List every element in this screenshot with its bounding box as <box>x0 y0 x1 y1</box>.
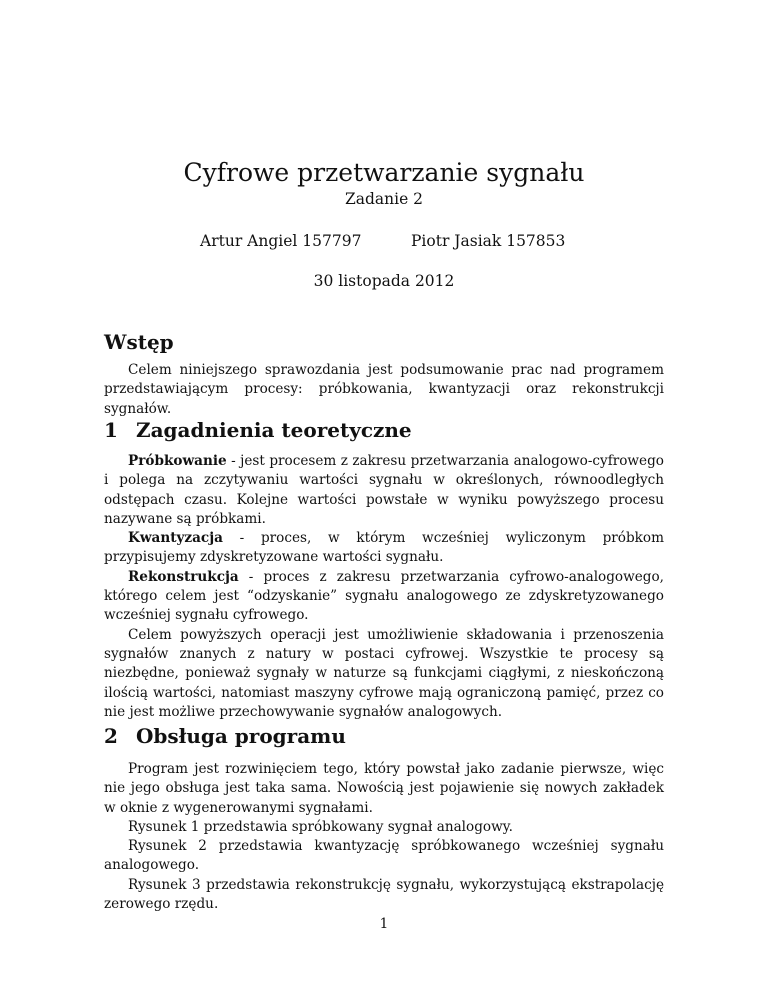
section-2-paragraph: Program jest rozwinięciem tego, który powstał jako zadanie pierwsze, więc nie jego obsługa jest taka sama. Nowością jest pojawienie się nowych zakładek w oknie z wygenerowanymi sygnałami. <box>104 761 664 816</box>
section-1-number: 1 <box>104 418 118 442</box>
section-2-heading <box>104 724 346 748</box>
author-2: Piotr Jasiak 157853 <box>411 232 566 250</box>
intro-paragraph <box>104 361 664 419</box>
section-1-title: Zagadnienia teoretyczne <box>136 418 412 442</box>
section-2-paragraph: Rysunek 3 przedstawia rekonstrukcję sygnału, wykorzystującą ekstrapolację zerowego rzędu. <box>104 876 664 913</box>
document-subtitle: Zadanie 2 <box>344 190 424 208</box>
author-1: Artur Angiel 157797 <box>200 232 362 250</box>
page-number: 1 <box>379 916 389 932</box>
term-paragraph-reconstruction <box>104 568 664 626</box>
term-reconstruction: Rekonstrukcja <box>128 568 239 585</box>
intro-heading: Wstęp <box>104 330 174 354</box>
term-sampling: Próbkowanie <box>128 453 227 469</box>
document-date: 30 listopada 2012 <box>313 272 455 290</box>
intro-text: Celem niniejszego sprawozdania jest podsumowanie prac nad programem przedstawiającym procesy: próbkowania, kwantyzacji oraz rekonstrukcji sygnałów. <box>104 362 664 417</box>
term-quantization-text: - proces, w którym wcześniej wyliczonym próbkom przypisujemy zdyskretyzowane wartości sygnału. <box>104 530 664 566</box>
section-1-body <box>104 452 664 722</box>
section-2-paragraph: Rysunek 1 przedstawia spróbkowany sygnał analogowy. <box>128 818 513 835</box>
term-paragraph-sampling <box>104 452 664 529</box>
section-1-closing: Celem powyższych operacji jest umożliwienie składowania i przenoszenia sygnałów znanych z natury w postaci cyfrowej. Wszystkie te procesy są niezbędne, ponieważ sygnały w naturze są funkcjami ciągłymi, z nieskończoną ilością wartości, natomiast maszyny cyfrowe mają ograniczoną pamięć, przez co nie jest możliwe przechowywanie sygnałów analogowych. <box>104 626 664 720</box>
term-reconstruction-text: - proces z zakresu przetwarzania cyfrowo-analogowego, którego celem jest “odzyskanie” sygnału analogowego ze zdyskretyzowanego wcześniej sygnału cyfrowego. <box>104 568 664 624</box>
section-1-heading <box>104 418 412 442</box>
section-2-paragraph: Rysunek 2 przedstawia kwantyzację spróbkowanego wcześniej sygnału analogowego. <box>104 838 664 874</box>
section-2-number: 2 <box>104 724 118 748</box>
section-2-title: Obsługa programu <box>136 724 346 748</box>
term-paragraph-quantization <box>104 529 664 568</box>
term-quantization: Kwantyzacja <box>128 530 223 547</box>
term-sampling-text: - jest procesem z zakresu przetwarzania analogowo-cyfrowego i polega na zczytywaniu wartości sygnału w określonych, równoodległych odstępach czasu. Kolejne wartości powstałe w wyniku powyższego procesu nazywane są próbkami. <box>104 453 664 527</box>
document-title: Cyfrowe przetwarzanie sygnału <box>183 158 585 187</box>
section-2-body <box>104 760 664 914</box>
